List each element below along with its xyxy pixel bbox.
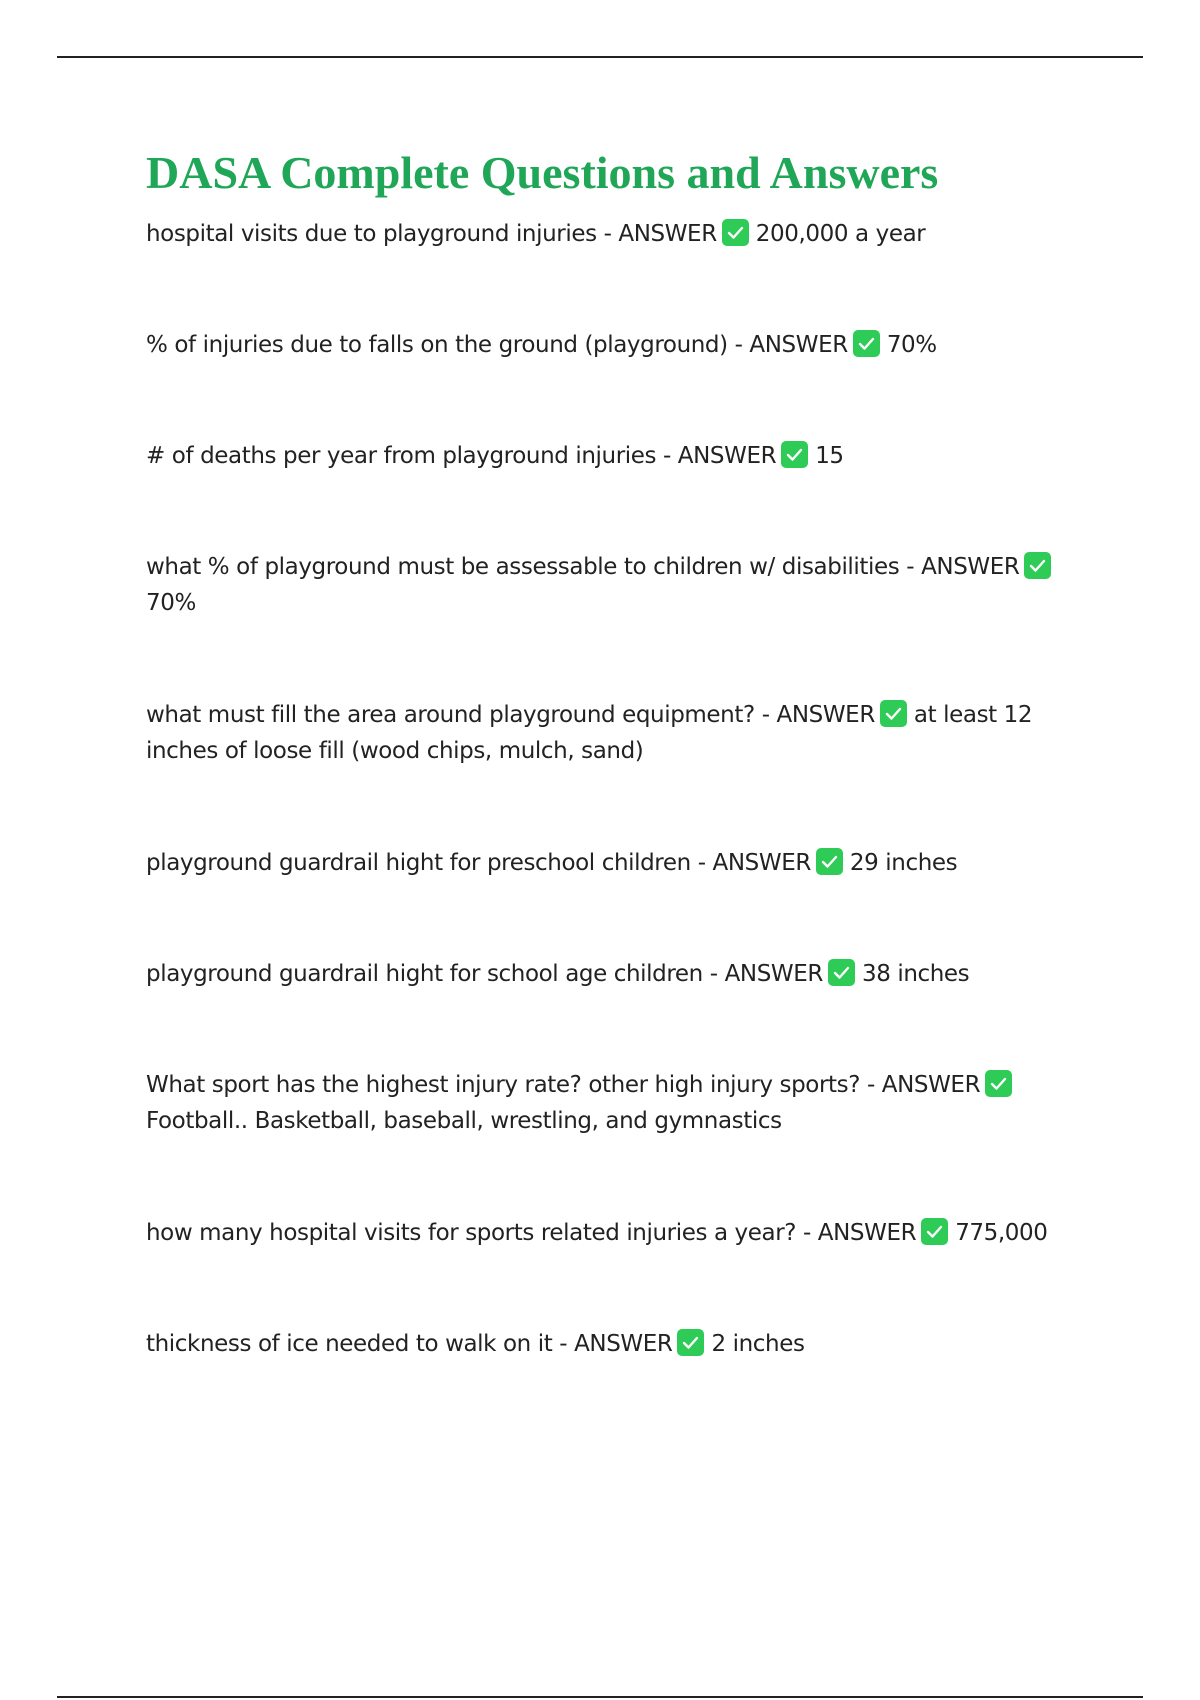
bottom-rule xyxy=(57,1696,1143,1698)
question-text: playground guardrail hight for school age children - ANSWER xyxy=(146,961,823,987)
check-mark-icon xyxy=(985,1070,1012,1097)
qa-item xyxy=(146,1067,1086,1139)
qa-item xyxy=(146,1326,1086,1362)
top-rule xyxy=(57,56,1143,58)
question-text: what must fill the area around playground equipment? - ANSWER xyxy=(146,702,875,728)
answer-text: 200,000 a year xyxy=(755,221,926,247)
document-title: DASA Complete Questions and Answers xyxy=(146,147,939,198)
question-text: What sport has the highest injury rate? other high injury sports? - ANSWER xyxy=(146,1072,981,1098)
qa-item xyxy=(146,697,1086,769)
qa-item xyxy=(146,1215,1086,1251)
check-mark-icon xyxy=(880,700,907,727)
check-mark-icon xyxy=(781,441,808,468)
question-text: thickness of ice needed to walk on it - ANSWER xyxy=(146,1331,673,1357)
qa-item xyxy=(146,216,1086,252)
check-mark-icon xyxy=(853,330,880,357)
qa-item xyxy=(146,327,1086,363)
check-mark-icon xyxy=(722,219,749,246)
qa-item xyxy=(146,438,1086,474)
check-mark-icon xyxy=(828,959,855,986)
check-mark-icon xyxy=(677,1329,704,1356)
check-mark-icon xyxy=(816,848,843,875)
check-mark-icon xyxy=(1024,552,1051,579)
answer-text: 2 inches xyxy=(711,1331,805,1357)
answer-text: 70% xyxy=(886,332,937,358)
answer-text: 15 xyxy=(815,443,844,469)
question-text: hospital visits due to playground injuries - ANSWER xyxy=(146,221,717,247)
question-text: % of injuries due to falls on the ground (playground) - ANSWER xyxy=(146,332,848,358)
qa-item xyxy=(146,549,1086,621)
question-text: what % of playground must be assessable to children w/ disabilities - ANSWER xyxy=(146,554,1020,580)
answer-text: 70% xyxy=(146,590,196,616)
answer-text: 38 inches xyxy=(861,961,970,987)
answer-text: at least 12 inches of loose fill (wood chips, mulch, sand) xyxy=(146,702,1033,764)
qa-item xyxy=(146,845,1086,881)
question-text: # of deaths per year from playground injuries - ANSWER xyxy=(146,443,777,469)
answer-text: Football.. Basketball, baseball, wrestling, and gymnastics xyxy=(146,1108,782,1134)
document-body xyxy=(146,145,1086,1357)
question-text: playground guardrail hight for preschool children - ANSWER xyxy=(146,850,811,876)
qa-item xyxy=(146,956,1086,992)
question-text: how many hospital visits for sports related injuries a year? - ANSWER xyxy=(146,1220,917,1246)
answer-text: 29 inches xyxy=(849,850,958,876)
check-mark-icon xyxy=(921,1218,948,1245)
answer-text: 775,000 xyxy=(955,1220,1048,1246)
